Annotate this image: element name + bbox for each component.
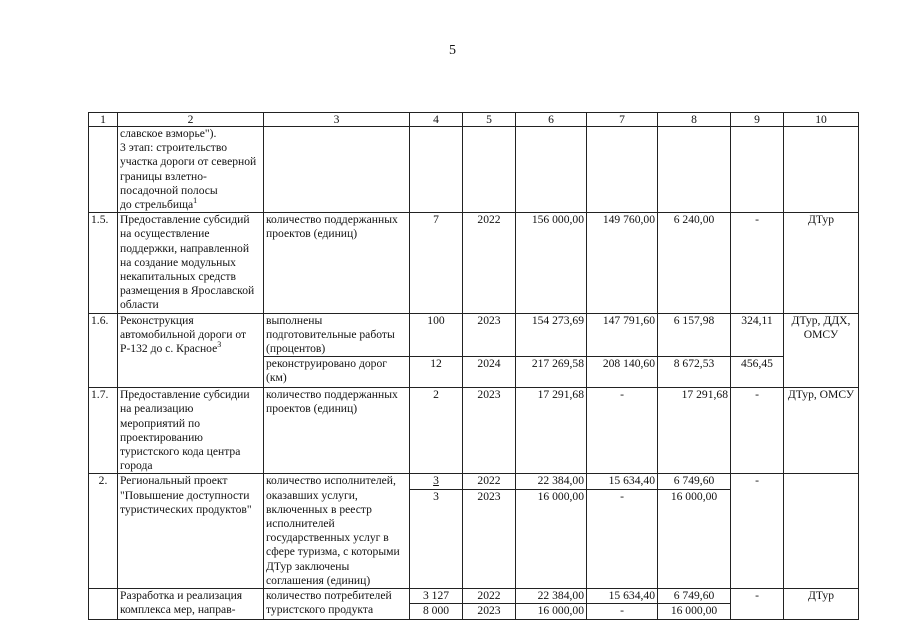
amount-federal: 15 634,40 [587, 589, 658, 604]
amount-local: 456,45 [731, 357, 784, 388]
indicator: количество поддержанных проектов (единиц) [264, 213, 410, 313]
year: 2023 [463, 604, 516, 619]
amount-regional: 6 240,00 [658, 213, 731, 313]
table-row [89, 127, 859, 213]
executor: ДТур, ОМСУ [784, 388, 859, 474]
indicator-value: 3 [410, 474, 463, 489]
indicator-value: 12 [410, 357, 463, 388]
amount-regional: 16 000,00 [658, 604, 731, 619]
amount-federal: 149 760,00 [587, 213, 658, 313]
amount-total: 156 000,00 [516, 213, 587, 313]
year: 2022 [463, 589, 516, 604]
col-header: 2 [118, 113, 264, 127]
col-header: 8 [658, 113, 731, 127]
footnote-mark: 3 [217, 340, 222, 350]
amount-regional: 17 291,68 [658, 388, 731, 474]
amount-total: 17 291,68 [516, 388, 587, 474]
amount-federal: - [587, 604, 658, 619]
amount-local: - [731, 213, 784, 313]
table-row [89, 589, 859, 604]
amount-federal: - [587, 388, 658, 474]
amount-federal: 147 791,60 [587, 313, 658, 357]
amount-regional: 6 749,60 [658, 474, 731, 489]
amount-regional: 16 000,00 [658, 489, 731, 588]
amount-local: 324,11 [731, 313, 784, 357]
amount-regional: 8 672,53 [658, 357, 731, 388]
amount-total: 217 269,58 [516, 357, 587, 388]
col-header: 5 [463, 113, 516, 127]
amount-regional: 6 749,60 [658, 589, 731, 604]
amount-federal: 208 140,60 [587, 357, 658, 388]
amount-total: 22 384,00 [516, 474, 587, 489]
executor: ДТур [784, 589, 859, 619]
amount-regional: 6 157,98 [658, 313, 731, 357]
amount-local: - [731, 589, 784, 619]
amount-total: 16 000,00 [516, 489, 587, 588]
amount-federal: - [587, 489, 658, 588]
amount-total: 16 000,00 [516, 604, 587, 619]
year: 2022 [463, 474, 516, 489]
amount-federal: 15 634,40 [587, 474, 658, 489]
indicator-value: 7 [410, 213, 463, 313]
year: 2022 [463, 213, 516, 313]
indicator: количество исполнителей, оказавших услуги, включенных в реестр исполнителей государственных услуг в сфере туризма, с которыми ДТур заключены соглашения (единиц) [264, 474, 410, 589]
activity-name: Предоставление субсидий на осуществление поддержки, направленной на создание модульных некапитальных средств размещения в Ярославской области [118, 213, 264, 313]
year: 2024 [463, 357, 516, 388]
page-number: 5 [449, 43, 456, 58]
amount-local: - [731, 388, 784, 474]
indicator: выполнены подготовительные работы (процентов) [264, 313, 410, 357]
row-number: 1.6. [89, 313, 118, 388]
col-header: 9 [731, 113, 784, 127]
indicator-value: 100 [410, 313, 463, 357]
row-number: 2. [89, 474, 118, 589]
table-row [89, 474, 859, 489]
amount-total: 154 273,69 [516, 313, 587, 357]
indicator: реконструировано дорог (км) [264, 357, 410, 388]
col-header: 1 [89, 113, 118, 127]
main-table [88, 112, 859, 620]
activity-name: Реконструкция автомобильной дороги от Р-132 до с. Красное$^3$ [118, 313, 264, 388]
indicator-value: 3 [410, 489, 463, 588]
year: 2023 [463, 313, 516, 357]
col-header: 7 [587, 113, 658, 127]
activity-name: Предоставление субсидии на реализацию мероприятий по проектированию туристского кода центра города [118, 388, 264, 474]
table-row [89, 313, 859, 357]
indicator: количество потребителей туристского продукта [264, 589, 410, 619]
col-header: 4 [410, 113, 463, 127]
table-row [89, 388, 859, 474]
indicator-value: 2 [410, 388, 463, 474]
executor: ДТур, ДДХ, ОМСУ [784, 313, 859, 388]
activity-name: Разработка и реализация комплекса мер, направ- [118, 589, 264, 619]
col-header: 3 [264, 113, 410, 127]
col-header: 10 [784, 113, 859, 127]
executor: ДТур [784, 213, 859, 313]
row-number: 1.5. [89, 213, 118, 313]
col-header: 6 [516, 113, 587, 127]
year: 2023 [463, 388, 516, 474]
year: 2023 [463, 489, 516, 588]
table-row [89, 213, 859, 313]
amount-local: - [731, 474, 784, 589]
activity-name: Региональный проект "Повышение доступности туристических продуктов" [118, 474, 264, 589]
indicator-value: 3 127 [410, 589, 463, 604]
amount-total: 22 384,00 [516, 589, 587, 604]
row-number: 1.7. [89, 388, 118, 474]
activity-name: славское взморье"). 3 этап: строительство участка дороги от северной границы взлетно-посадочной полосы до стрельбища$^1$ [118, 127, 264, 213]
indicator: количество поддержанных проектов (единиц) [264, 388, 410, 474]
indicator-value: 8 000 [410, 604, 463, 619]
column-number-header [89, 113, 859, 127]
footnote-mark: 1 [193, 196, 198, 206]
